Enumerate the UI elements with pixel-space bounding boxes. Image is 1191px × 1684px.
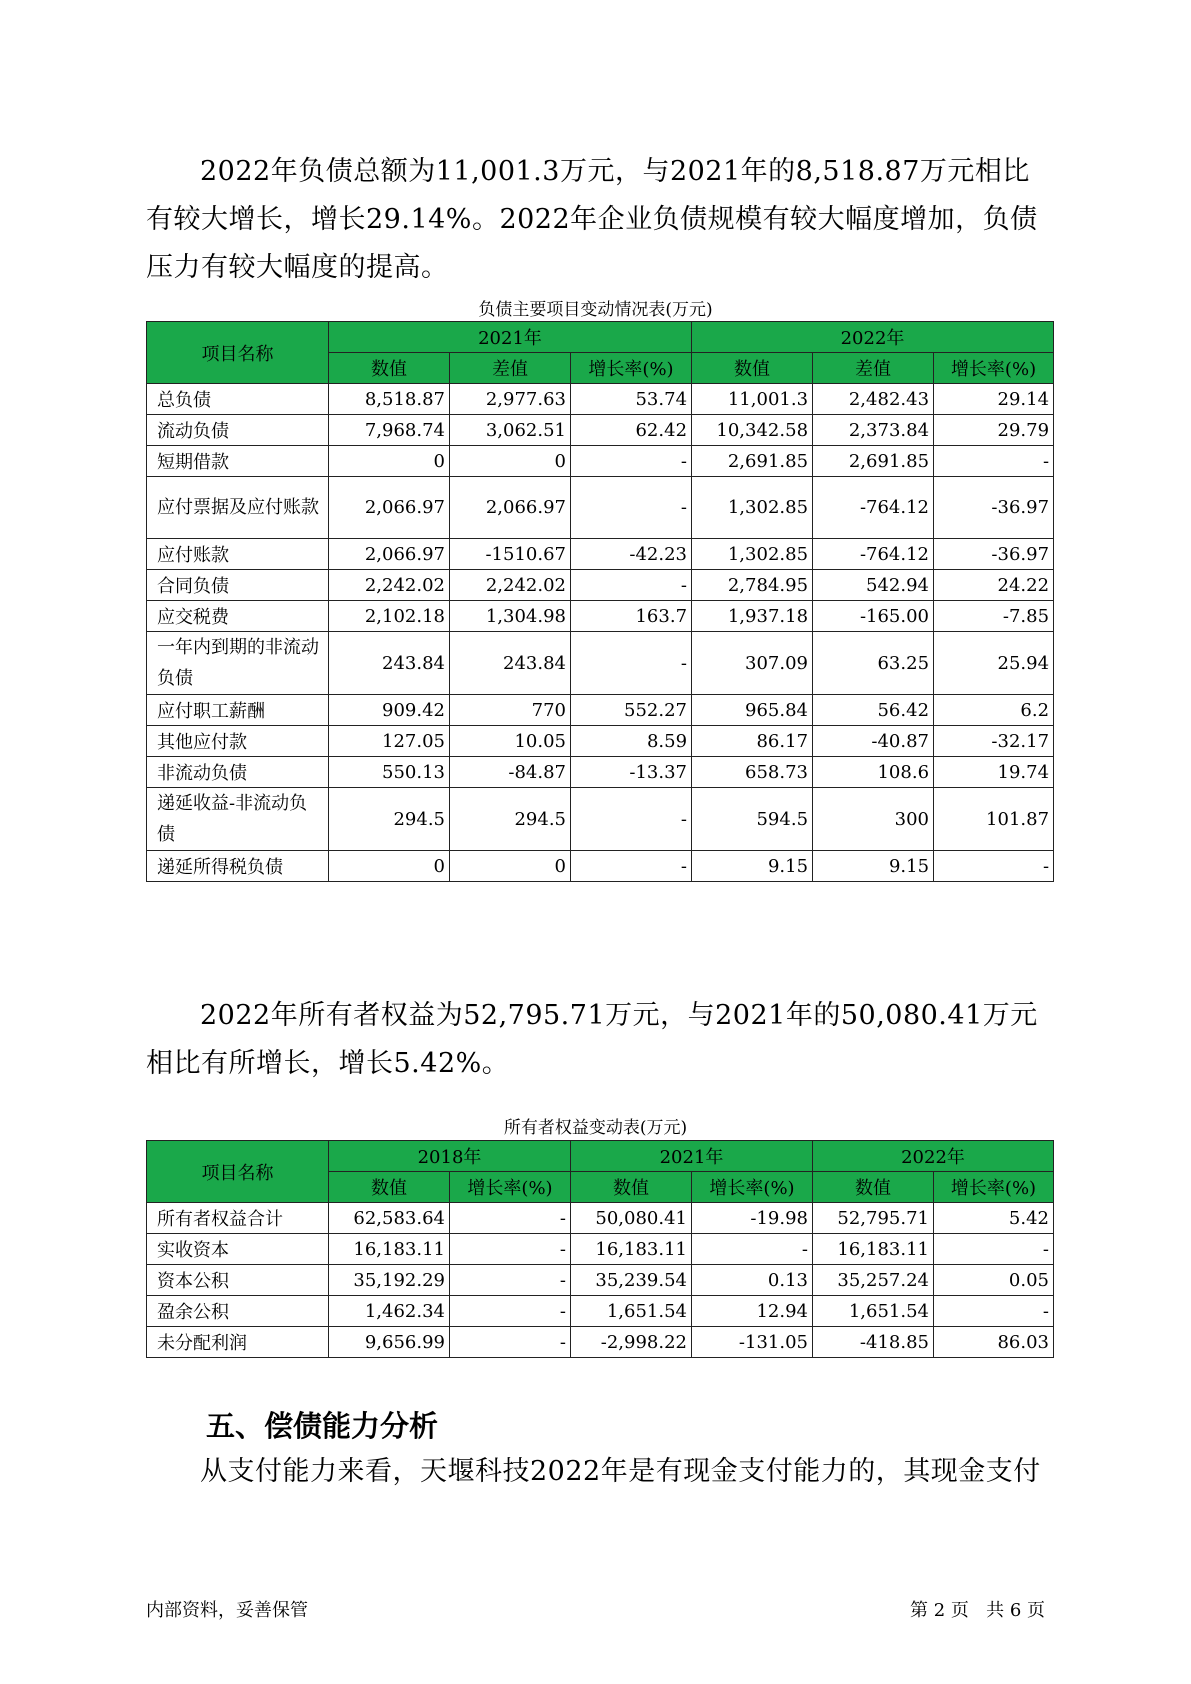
- table-cell: 86.17: [692, 726, 813, 757]
- sub-header: 增长率(%): [692, 1172, 813, 1203]
- row-label: 应交税费: [147, 601, 329, 632]
- table-cell: -131.05: [692, 1327, 813, 1358]
- table-cell: 243.84: [450, 632, 571, 695]
- row-label: 非流动负债: [147, 757, 329, 788]
- equity-table: [146, 1140, 1054, 1358]
- table-cell: -764.12: [813, 477, 934, 539]
- row-label: 流动负债: [147, 415, 329, 446]
- table-cell: 0: [329, 446, 450, 477]
- table-cell: 294.5: [329, 788, 450, 851]
- table-cell: 35,239.54: [571, 1265, 692, 1296]
- table-cell: 86.03: [934, 1327, 1054, 1358]
- table-cell: 243.84: [329, 632, 450, 695]
- table-row: [147, 415, 1054, 446]
- table-cell: -: [450, 1234, 571, 1265]
- table-cell: 658.73: [692, 757, 813, 788]
- table-row: [147, 1203, 1054, 1234]
- year-header-2018: 2018年: [329, 1141, 571, 1172]
- table-row: [147, 570, 1054, 601]
- table-cell: 10.05: [450, 726, 571, 757]
- table-cell: 12.94: [692, 1296, 813, 1327]
- table-cell: 550.13: [329, 757, 450, 788]
- sub-header: 数值: [571, 1172, 692, 1203]
- table-cell: 63.25: [813, 632, 934, 695]
- table-cell: -: [450, 1203, 571, 1234]
- sub-header: 数值: [813, 1172, 934, 1203]
- table-cell: 1,304.98: [450, 601, 571, 632]
- table-cell: 127.05: [329, 726, 450, 757]
- table-cell: 7,968.74: [329, 415, 450, 446]
- row-label: 其他应付款: [147, 726, 329, 757]
- row-label: 应付职工薪酬: [147, 695, 329, 726]
- sub-header: 数值: [329, 353, 450, 384]
- paragraph-solvency: 从支付能力来看，天堰科技2022年是有现金支付能力的，其现金支付: [200, 1456, 1041, 1487]
- row-label: 资本公积: [147, 1265, 329, 1296]
- table-cell: -: [450, 1265, 571, 1296]
- sub-header: 差值: [450, 353, 571, 384]
- table-cell: 24.22: [934, 570, 1054, 601]
- table-cell: 52,795.71: [813, 1203, 934, 1234]
- table-cell: 62,583.64: [329, 1203, 450, 1234]
- table-cell: 2,977.63: [450, 384, 571, 415]
- table-cell: 2,373.84: [813, 415, 934, 446]
- table-row: [147, 601, 1054, 632]
- row-label: 实收资本: [147, 1234, 329, 1265]
- table-row: [147, 1234, 1054, 1265]
- table-cell: -36.97: [934, 477, 1054, 539]
- sub-header: 增长率(%): [450, 1172, 571, 1203]
- table-cell: 6.2: [934, 695, 1054, 726]
- table-cell: 56.42: [813, 695, 934, 726]
- table-cell: -: [571, 851, 692, 882]
- table-cell: 35,192.29: [329, 1265, 450, 1296]
- table-cell: 29.79: [934, 415, 1054, 446]
- year-header-2021: 2021年: [571, 1141, 813, 1172]
- table-cell: 108.6: [813, 757, 934, 788]
- row-label: 总负债: [147, 384, 329, 415]
- table-cell: -: [934, 446, 1054, 477]
- sub-header: 差值: [813, 353, 934, 384]
- table-cell: -: [571, 788, 692, 851]
- table-cell: 2,066.97: [329, 539, 450, 570]
- paragraph-equity: 2022年所有者权益为52,795.71万元，与2021年的50,080.41万元相比有所增长，增长5.42%。: [146, 1000, 1038, 1079]
- footer-confidential-note: 内部资料，妥善保管: [146, 1600, 308, 1621]
- table-cell: 2,242.02: [329, 570, 450, 601]
- row-label: 合同负债: [147, 570, 329, 601]
- table-cell: -19.98: [692, 1203, 813, 1234]
- table-cell: -764.12: [813, 539, 934, 570]
- table-cell: -: [450, 1296, 571, 1327]
- table-cell: 0: [450, 851, 571, 882]
- table-cell: 9.15: [813, 851, 934, 882]
- table-cell: -42.23: [571, 539, 692, 570]
- year-header-2021: 2021年: [329, 322, 692, 353]
- table-cell: -: [571, 570, 692, 601]
- table-cell: -2,998.22: [571, 1327, 692, 1358]
- sub-header: 增长率(%): [934, 353, 1054, 384]
- table-cell: 2,482.43: [813, 384, 934, 415]
- equity-table-caption: 所有者权益变动表(万元): [503, 1118, 688, 1138]
- table-cell: 300: [813, 788, 934, 851]
- table-cell: 11,001.3: [692, 384, 813, 415]
- table-cell: 770: [450, 695, 571, 726]
- table-cell: 29.14: [934, 384, 1054, 415]
- table-cell: 307.09: [692, 632, 813, 695]
- table-cell: 101.87: [934, 788, 1054, 851]
- table-cell: 2,242.02: [450, 570, 571, 601]
- table-cell: 163.7: [571, 601, 692, 632]
- table-cell: 0.05: [934, 1265, 1054, 1296]
- table-cell: 8.59: [571, 726, 692, 757]
- row-label: 盈余公积: [147, 1296, 329, 1327]
- table-cell: 0: [329, 851, 450, 882]
- table-cell: 16,183.11: [571, 1234, 692, 1265]
- table-cell: 2,102.18: [329, 601, 450, 632]
- table-row: [147, 851, 1054, 882]
- sub-header: 数值: [692, 353, 813, 384]
- table-cell: -: [571, 477, 692, 539]
- table-cell: -: [692, 1234, 813, 1265]
- table-cell: 2,784.95: [692, 570, 813, 601]
- table-row: [147, 632, 1054, 695]
- table-cell: 19.74: [934, 757, 1054, 788]
- table-cell: 0: [450, 446, 571, 477]
- year-header-2022: 2022年: [692, 322, 1054, 353]
- table-cell: 552.27: [571, 695, 692, 726]
- table-cell: 2,066.97: [329, 477, 450, 539]
- table-row: [147, 788, 1054, 851]
- row-label: 一年内到期的非流动负债: [147, 632, 329, 695]
- table-row: [147, 757, 1054, 788]
- table-row: [147, 539, 1054, 570]
- table-cell: 25.94: [934, 632, 1054, 695]
- sub-header: 增长率(%): [934, 1172, 1054, 1203]
- table-cell: 3,062.51: [450, 415, 571, 446]
- table-cell: 9,656.99: [329, 1327, 450, 1358]
- table-row: [147, 695, 1054, 726]
- table-cell: 16,183.11: [813, 1234, 934, 1265]
- table-cell: 2,691.85: [692, 446, 813, 477]
- table-cell: 5.42: [934, 1203, 1054, 1234]
- table-cell: -165.00: [813, 601, 934, 632]
- table-cell: -36.97: [934, 539, 1054, 570]
- table-cell: 35,257.24: [813, 1265, 934, 1296]
- table-row: [147, 1265, 1054, 1296]
- row-label: 短期借款: [147, 446, 329, 477]
- liability-table: [146, 321, 1054, 882]
- column-header-item-name: 项目名称: [147, 322, 329, 384]
- table-cell: 1,937.18: [692, 601, 813, 632]
- table-cell: -13.37: [571, 757, 692, 788]
- table-row: [147, 446, 1054, 477]
- table-row: [147, 1327, 1054, 1358]
- row-label: 应付账款: [147, 539, 329, 570]
- table-row: [147, 726, 1054, 757]
- table-cell: -: [934, 851, 1054, 882]
- table-cell: 1,302.85: [692, 539, 813, 570]
- table-cell: 909.42: [329, 695, 450, 726]
- table-cell: 2,691.85: [813, 446, 934, 477]
- row-label: 递延所得税负债: [147, 851, 329, 882]
- table-cell: 1,651.54: [813, 1296, 934, 1327]
- table-cell: 594.5: [692, 788, 813, 851]
- row-label: 递延收益-非流动负债: [147, 788, 329, 851]
- table-cell: 10,342.58: [692, 415, 813, 446]
- table-cell: 1,302.85: [692, 477, 813, 539]
- table-row: [147, 384, 1054, 415]
- table-cell: 53.74: [571, 384, 692, 415]
- table-cell: -1510.67: [450, 539, 571, 570]
- footer-page-number: 第 2 页 共 6 页: [910, 1600, 1045, 1621]
- table-cell: -84.87: [450, 757, 571, 788]
- table-cell: 542.94: [813, 570, 934, 601]
- table-cell: -40.87: [813, 726, 934, 757]
- sub-header: 数值: [329, 1172, 450, 1203]
- table-cell: -32.17: [934, 726, 1054, 757]
- table-row: [147, 477, 1054, 539]
- liability-table-caption: 负债主要项目变动情况表(万元): [478, 300, 713, 320]
- table-cell: 294.5: [450, 788, 571, 851]
- table-row: [147, 1296, 1054, 1327]
- table-cell: 1,462.34: [329, 1296, 450, 1327]
- table-cell: 1,651.54: [571, 1296, 692, 1327]
- table-cell: -418.85: [813, 1327, 934, 1358]
- table-cell: 9.15: [692, 851, 813, 882]
- sub-header: 增长率(%): [571, 353, 692, 384]
- paragraph-liabilities: 2022年负债总额为11,001.3万元，与2021年的8,518.87万元相比有较大增长，增长29.14%。2022年企业负债规模有较大幅度增加，负债压力有较大幅度的提高。: [146, 156, 1038, 283]
- column-header-item-name: 项目名称: [147, 1141, 329, 1203]
- table-cell: -: [450, 1327, 571, 1358]
- table-cell: -: [571, 632, 692, 695]
- table-cell: -: [934, 1296, 1054, 1327]
- row-label: 未分配利润: [147, 1327, 329, 1358]
- table-cell: 16,183.11: [329, 1234, 450, 1265]
- table-cell: -: [934, 1234, 1054, 1265]
- table-cell: 2,066.97: [450, 477, 571, 539]
- table-cell: 62.42: [571, 415, 692, 446]
- table-cell: 0.13: [692, 1265, 813, 1296]
- table-cell: 8,518.87: [329, 384, 450, 415]
- table-cell: 965.84: [692, 695, 813, 726]
- year-header-2022: 2022年: [813, 1141, 1054, 1172]
- table-cell: -7.85: [934, 601, 1054, 632]
- row-label: 应付票据及应付账款: [147, 477, 329, 539]
- table-cell: 50,080.41: [571, 1203, 692, 1234]
- section-heading: 五、偿债能力分析: [206, 1409, 439, 1443]
- row-label: 所有者权益合计: [147, 1203, 329, 1234]
- table-cell: -: [571, 446, 692, 477]
